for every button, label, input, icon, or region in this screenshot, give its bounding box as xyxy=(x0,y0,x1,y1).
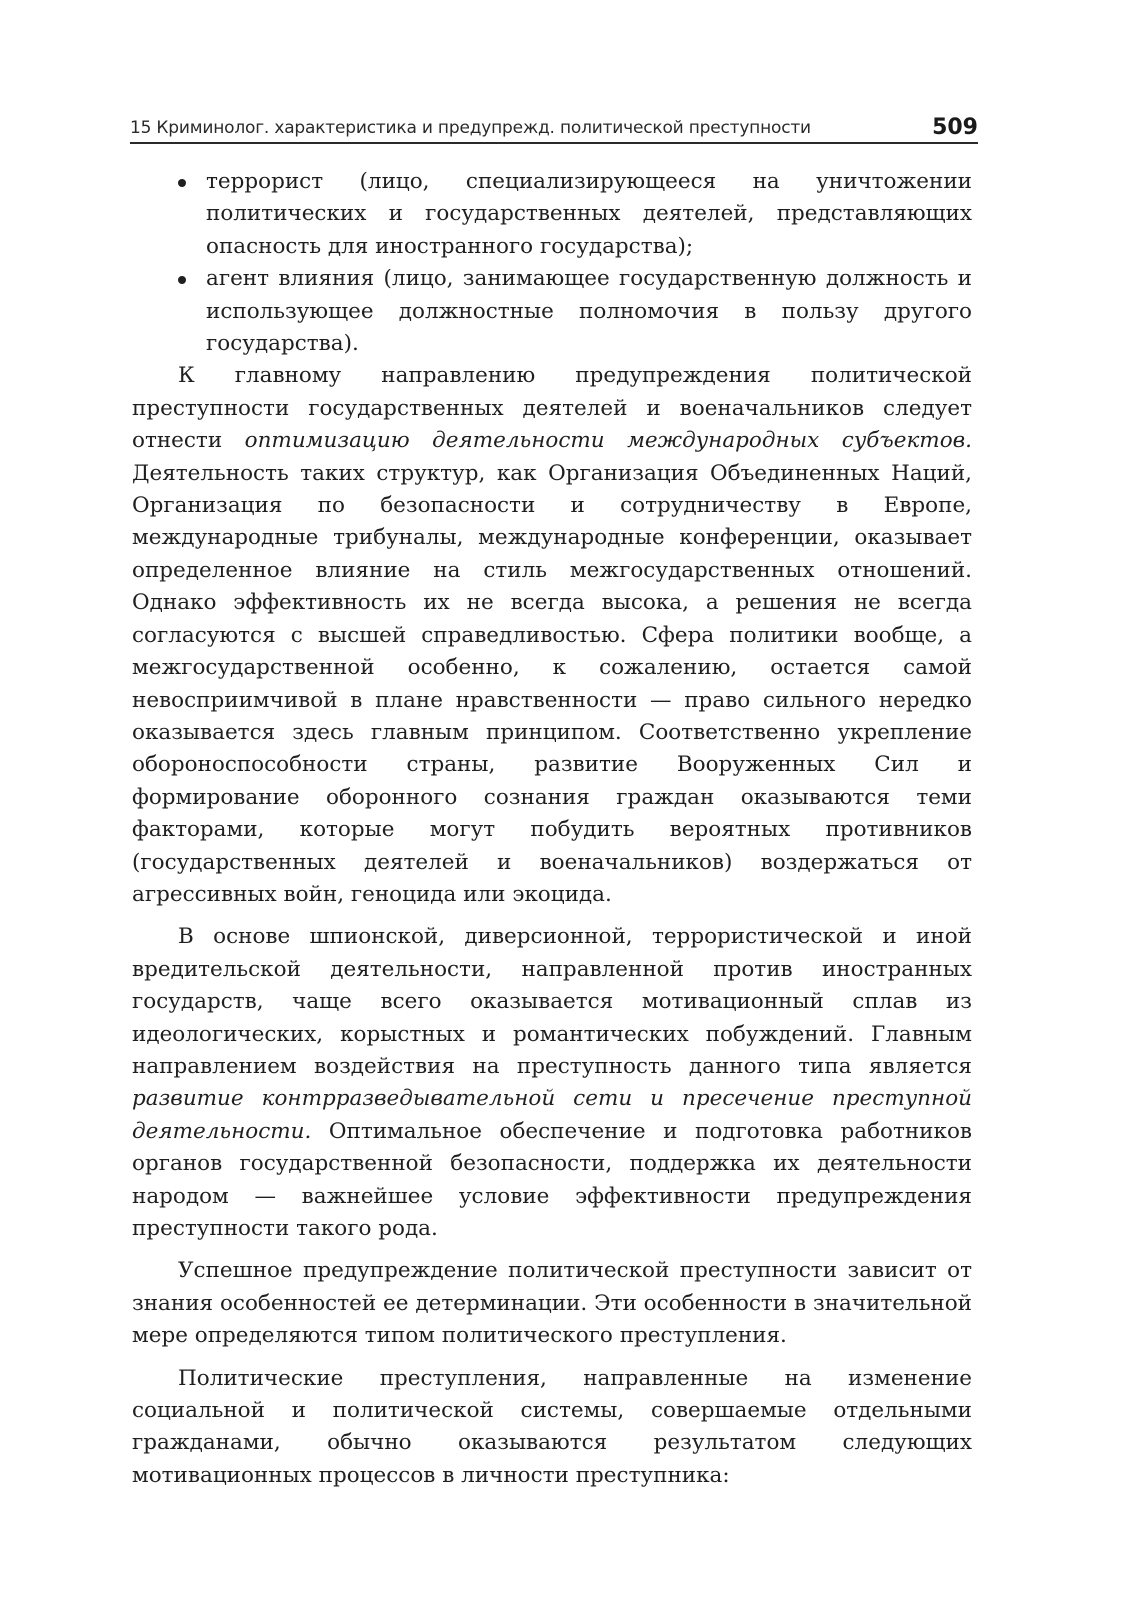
paragraph-emphasis: развитие контрразведывательной сети и пресечение преступной деятельности. xyxy=(132,1086,972,1144)
paragraph xyxy=(132,1255,972,1352)
paragraph-text: Деятельность таких структур, как Организация Объединенных Наций, Организация по безопасности и сотрудничеству в Европе, международные трибуналы, международные конференции, оказывает определенное влияние на стиль межгосударственных отношений. Однако эффективность их не всегда высока, а решения не всегда согласуются с высшей справедливостью. Сфера политики вообще, а межгосударственной особенно, к сожалению, остается самой невосприимчивой в плане нравственности — право сильного нередко оказывается здесь главным принципом. Соответственно укрепление обороноспособности страны, развитие Вооруженных Сил и формирование оборонного сознания граждан оказываются теми факторами, которые могут побудить вероятных противников (государственных деятелей и военачальников) воздержаться от агрессивных войн, геноцида или экоцида. xyxy=(132,460,972,907)
bullet-text: агент влияния (лицо, занимающее государственную должность и использующее должностные полномочия в пользу другого государства). xyxy=(206,266,972,357)
page-body xyxy=(132,166,972,1496)
paragraph-text: Успешное предупреждение политической преступности зависит от знания особенностей ее детерминации. Эти особенности в значительной мере определяются типом политического преступления. xyxy=(132,1258,972,1349)
paragraph-text: В основе шпионской, диверсионной, террористической и иной вредительской деятельности, направленной против иностранных государств, чаще всего оказывается мотивационный сплав из идеологических, корыстных и романтических побуждений. Главным направлением воздействия на преступность данного типа является xyxy=(132,924,972,1079)
bullet-list xyxy=(132,166,972,360)
paragraph-text: Оптимальное обеспечение и подготовка работников органов государственной безопасности, поддержка их деятельности народом — важнейшее условие эффективности предупреждения преступности такого рода. xyxy=(132,1118,972,1241)
bullet-text: террорист (лицо, специализирующееся на уничтожении политических и государственных деятелей, представляющих опасность для иностранного государства); xyxy=(206,169,972,259)
paragraph xyxy=(132,921,972,1245)
bullet-icon xyxy=(178,179,186,187)
bullet-icon xyxy=(178,276,186,284)
paragraph-text: К главному направлению предупреждения политической преступности государственных деятелей и военачальников следует отнести xyxy=(132,363,972,454)
running-head xyxy=(130,112,978,144)
paragraph xyxy=(132,360,972,911)
paragraph xyxy=(132,1363,972,1493)
list-item xyxy=(132,263,972,360)
paragraph-emphasis: оптимизацию деятельности международных субъектов. xyxy=(244,428,972,454)
list-item xyxy=(132,166,972,263)
running-title: 15 Криминолог. характеристика и предупрежд. политической преступности xyxy=(130,118,811,138)
paragraph-text: Политические преступления, направленные на изменение социальной и политической системы, совершаемые отдельными гражданами, обычно оказываются результатом следующих мотивационных процессов в личности преступника: xyxy=(132,1365,972,1488)
page-number: 509 xyxy=(932,115,978,140)
